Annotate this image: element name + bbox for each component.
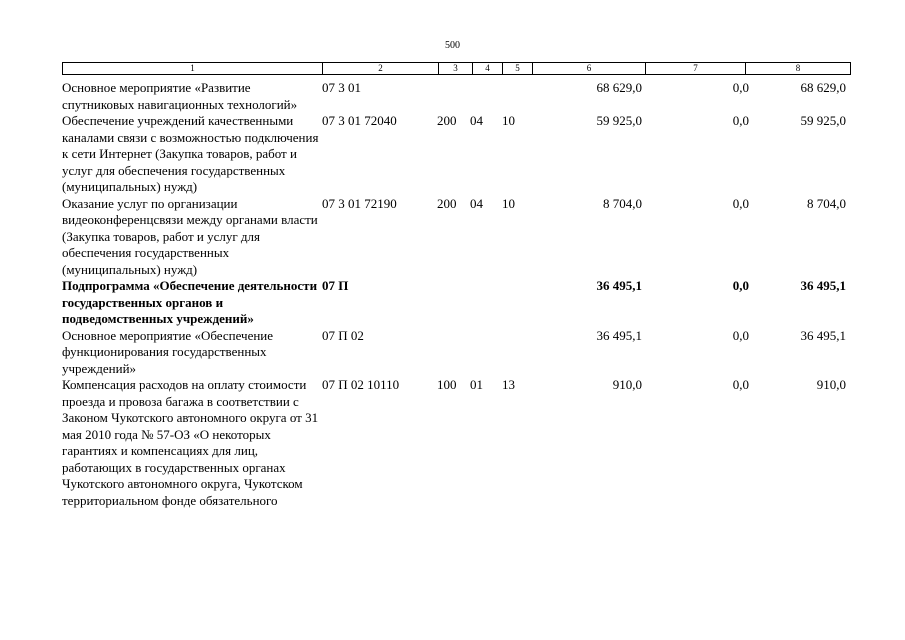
row-sum-7: 0,0 <box>732 278 749 293</box>
row-sum-6: 36 495,1 <box>596 278 642 293</box>
row-sum-6: 68 629,0 <box>596 80 642 95</box>
row-rz: 04 <box>470 113 483 128</box>
row-sum-6: 59 925,0 <box>596 113 642 128</box>
table-row <box>62 377 851 509</box>
row-sum-8: 68 629,0 <box>800 80 846 95</box>
header-col-8: 8 <box>745 63 850 74</box>
row-vr: 200 <box>437 113 457 128</box>
row-name: Основное мероприятие «Обеспечение функционирования государственных учреждений» <box>62 327 274 376</box>
table-body <box>62 80 851 509</box>
row-name: Обеспечение учреждений качественными каналами связи с возможностью подключения к сети Интернет (Закупка товаров, работ и услуг для обеспечения государственных (муниципальных) нужд) <box>62 113 319 194</box>
header-col-3: 3 <box>438 63 472 74</box>
row-sum-7: 0,0 <box>732 327 749 343</box>
table-row <box>62 196 851 279</box>
row-pr: 10 <box>502 113 515 128</box>
row-name: Подпрограмма «Обеспечение деятельности государственных органов и подведомственных учреждений» <box>62 278 318 326</box>
table-row <box>62 113 851 196</box>
row-code: 07 3 01 72190 <box>322 195 397 211</box>
table-row <box>62 328 851 378</box>
header-col-6: 6 <box>532 63 645 74</box>
header-col-2: 2 <box>322 63 438 74</box>
header-col-4: 4 <box>472 63 502 74</box>
row-sum-8: 36 495,1 <box>800 278 846 293</box>
row-vr: 100 <box>437 377 457 392</box>
table-row <box>62 80 851 113</box>
row-code: 07 П 02 10110 <box>322 377 400 392</box>
row-sum-8: 59 925,0 <box>800 113 846 128</box>
header-col-1: 1 <box>190 63 195 73</box>
row-code: 07 3 01 <box>322 80 361 95</box>
table-row-subprogram <box>62 278 851 328</box>
row-sum-7: 0,0 <box>732 195 749 211</box>
row-code: 07 П 02 <box>322 327 364 343</box>
row-sum-7: 0,0 <box>732 80 749 95</box>
row-sum-6: 36 495,1 <box>596 327 642 343</box>
row-code: 07 3 01 72040 <box>322 113 397 128</box>
row-rz: 01 <box>470 377 483 392</box>
row-sum-8: 910,0 <box>816 377 846 392</box>
row-sum-7: 0,0 <box>732 113 749 128</box>
page-number: 500 <box>445 40 460 51</box>
row-name: Компенсация расходов на оплату стоимости проезда и провоза багажа в соответствии с Законом Чукотского автономного округа от 31 мая 2010 года № 57-ОЗ «О некоторых гарантиях и компенсациях для лиц, работающих в государственных органах Чукотского автономного округа, Чукотском территориальном фонде обязательного <box>62 377 319 508</box>
row-pr: 10 <box>502 195 515 211</box>
row-sum-6: 910,0 <box>612 377 642 392</box>
row-code: 07 П <box>322 278 349 293</box>
table-header <box>62 62 851 75</box>
header-col-5: 5 <box>502 63 532 74</box>
row-sum-7: 0,0 <box>732 377 749 392</box>
row-vr: 200 <box>437 195 457 211</box>
row-sum-8: 8 704,0 <box>807 195 846 211</box>
row-sum-6: 8 704,0 <box>603 195 642 211</box>
row-name: Основное мероприятие «Развитие спутниковых навигационных технологий» <box>62 80 298 112</box>
header-col-7: 7 <box>645 63 745 74</box>
row-name: Оказание услуг по организации видеоконференцсвязи между органами власти (Закупка товаров, работ и услуг для обеспечения государственных (муниципальных) нужд) <box>62 195 318 277</box>
row-pr: 13 <box>502 377 515 392</box>
row-rz: 04 <box>470 195 483 211</box>
row-sum-8: 36 495,1 <box>800 327 846 343</box>
